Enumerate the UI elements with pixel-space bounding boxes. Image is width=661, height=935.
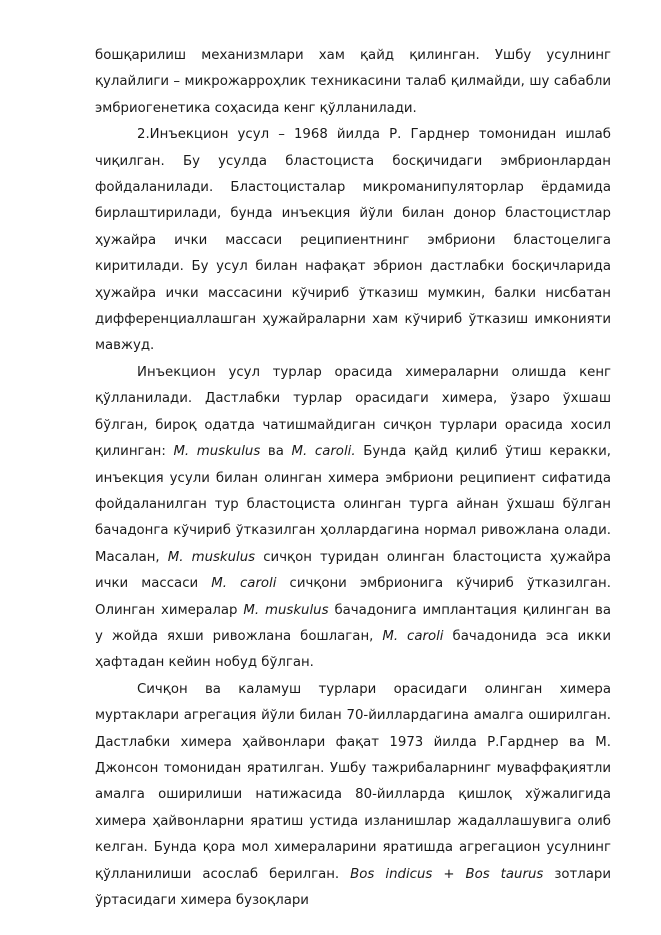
paragraph-4 [95,677,611,915]
text-run: Сичқон ва каламуш турлари орасидаги олинган химера муртаклари агрегация йўли билан 70-йиллардагина амалга оширилган. Дастлабки химера ҳайвонлари фақат 1973 йилда Р.Гарднер ва М. Джонсон томонидан яратилган. Ушбу тажрибаларнинг муваффақиятли амалга оширилиши натижасида 80-йилларда қишлоқ хўжалигида химера ҳайвонларни яратиш устида изланишлар жадаллашувига олиб келган. Бунда қора мол химераларини яратишда агрегацион усулнинг қўлланилиши асослаб берилган. [95,681,611,882]
italic-species-name: M. caroli. [291,444,356,460]
text-run: Бунда қайд қилиб ўтиш керакки, инъекция усули билан олинган химера эмбриони реципиент сифатида фойдаланилган тур бластоциста олинган турга айнан ўхшаш бўлган бачадонга кўчириб ўтказилган ҳоллардагина нормал ривожлана олади. Масалан, [95,444,611,565]
italic-species-name: M. muskulus [167,549,256,565]
paragraph-2 [95,122,611,360]
document-body [95,43,611,914]
italic-species-name: M. muskulus [243,602,329,618]
paragraph-3 [95,360,611,677]
text-run: бачадонига имплантация қилинган ва у жойда яхши ривожлана бошлаган, [95,602,611,644]
text-run: Инъекцион усул турлар орасида химераларни олишда кенг қўлланилади. Дастлабки турлар орасидаги химера, ўзаро ўхшаш бўлган, бироқ одатда чатишмайдиган сичқон турлари орасида хосил қилинган: [95,364,611,460]
text-run: сичқон туридан олинган бластоциста ҳужайра ички массаси [95,549,611,592]
paragraph-1 [95,43,611,122]
italic-species-name: Bos indicus + Bos taurus [350,866,544,882]
italic-species-name: M. muskulus [173,444,261,460]
italic-species-name: M. caroli [211,576,277,592]
text-run: ва [260,444,292,460]
text-run: бачадонида эса икки ҳафтадан кейин нобуд бўлган. [95,628,611,671]
text-run: бошқарилиш механизмлари хам қайд қилинган. Ушбу усулнинг қулайлиги – микрожарроҳлик техникасини талаб қилмайди, шу сабабли эмбриогенетика соҳасида кенг қўлланилади. [95,48,611,116]
text-run: зотлари ўртасидаги химера бузоқлари [95,866,611,908]
italic-species-name: M. caroli [382,628,444,644]
text-run: сичқони эмбрионига кўчириб ўтказилган. Олинган химералар [95,576,611,618]
text-run: 2.Инъекцион усул – 1968 йилда Р. Гарднер томонидан ишлаб чиқилган. Бу усулда бластоциста босқичидаги эмбрионлардан фойдаланилади. Бластоцисталар микроманипуляторлар ёрдамида бирлаштирилади, бунда инъекция йўли билан донор бластоцистлар ҳужайра ички массаси реципиентнинг эмбриони бластоцелига киритилади. Бу усул билан нафақат эбрион дастлабки босқичларида ҳужайра ички массасини кўчириб ўтказиш мумкин, балки нисбатан дифференциаллашган ҳужайраларни хам кўчириб ўтказиш имконияти мавжуд. [95,127,611,354]
